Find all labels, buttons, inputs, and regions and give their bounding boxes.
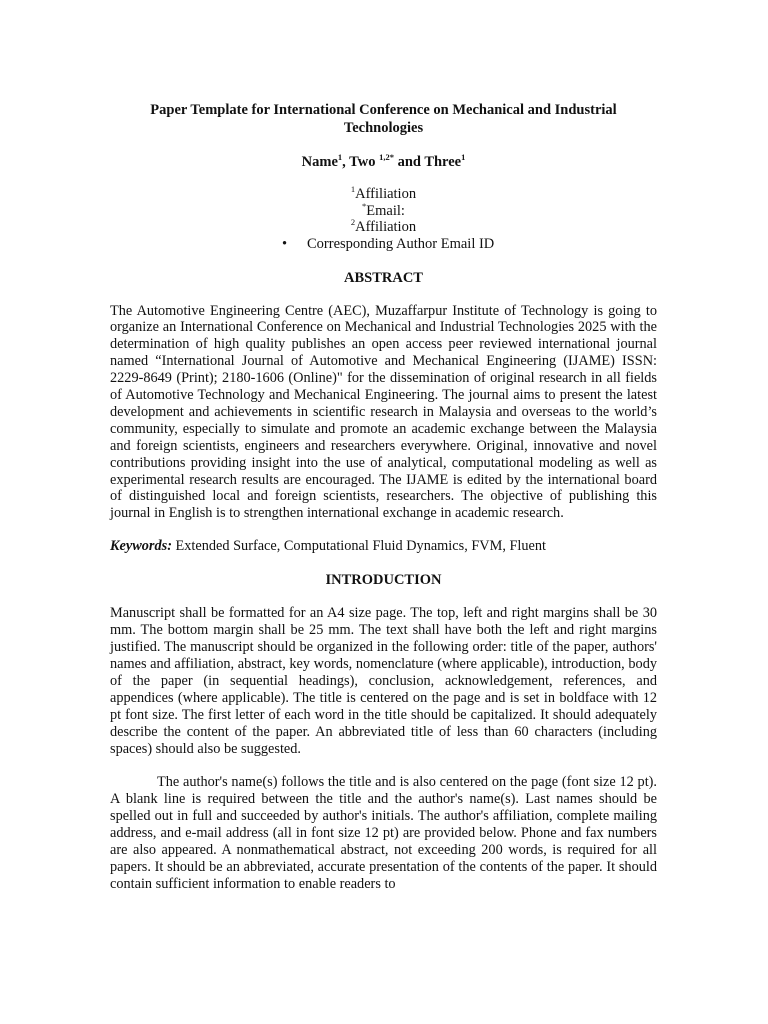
author-line xyxy=(110,153,657,171)
introduction-paragraph-2: The author's name(s) follows the title and is also centered on the page (font size 12 pt). A blank line is required between the title and the author's name(s). Last names should be spelled out in full and succeeded by author's initials. The author's affiliation, complete mailing address, and e-mail address (all in font size 12 pt) are provided below. Phone and fax numbers are also appeared. A nonmathematical abstract, not exceeding 200 words, is required for all papers. It should be an abbreviated, accurate presentation of the contents of the paper. It should contain sufficient information to enable readers to xyxy=(110,774,657,892)
author-3-superscript: 1 xyxy=(461,152,466,162)
author-name-3: and Three xyxy=(393,154,462,170)
introduction-heading: INTRODUCTION xyxy=(325,572,442,589)
corresponding-author-text: Corresponding Author Email ID xyxy=(307,235,495,252)
keywords-text: Extended Surface, Computational Fluid Dynamics, FVM, Fluent xyxy=(171,538,547,555)
author-name-1: Name xyxy=(301,154,338,170)
author-name-2: , Two xyxy=(342,154,380,170)
author-2-superscript: 1,2* xyxy=(379,152,394,162)
keywords-line xyxy=(110,538,657,555)
affiliations-block xyxy=(110,186,657,253)
abstract-heading: ABSTRACT xyxy=(344,269,423,286)
page-content xyxy=(110,101,657,893)
introduction-paragraph-1: Manuscript shall be formatted for an A4 size page. The top, left and right margins shall be 30 mm. The bottom margin shall be 25 mm. The text shall have both the left and right margins justified. The manuscript should be organized in the following order: title of the paper, authors' names and affiliation, abstract, key words, nomenclature (where applicable), introduction, body of the paper (in sequential headings), conclusion, acknowledgement, references, and appendices (where applicable). The title is centered on the page and is set in boldface with 12 pt font size. The first letter of each word in the title should be capitalized. It should adequately describe the content of the paper. An abbreviated title of less than 60 characters (including spaces) should also be suggested. xyxy=(110,605,657,757)
paper-title: Paper Template for International Conference on Mechanical and Industrial Technologies xyxy=(150,102,617,136)
abstract-text: The Automotive Engineering Centre (AEC), Muzaffarpur Institute of Technology is going to organize an International Conference on Mechanical and Industrial Technologies 2025 with the determination of high quality publishes an open access peer reviewed international journal named “International Journal of Automotive and Mechanical Engineering (IJAME) ISSN: 2229-8649 (Print); 2180-1606 (Online)" for the dissemination of original research in all fields of Automotive Technology and Mechanical Engineering. The journal aims to present the latest development and achievements in scientific research in Malaysia and overseas to the world’s community, especially to simulate and promote an academic exchange between the Malaysia and foreign scientists, engineers and researchers everywhere. Original, innovative and novel contributions providing insight into the use of analytical, computational modeling as well as experimental research results are encouraged. The IJAME is edited by the international board of distinguished local and foreign scientists, researchers. The objective of publishing this journal in English is to strengthen international exchange in academic research. xyxy=(110,302,657,522)
affiliation-2: $^2$Affiliation xyxy=(350,217,417,235)
keywords-label: Keywords: xyxy=(110,538,172,555)
affiliation-1: $^1$Affiliation xyxy=(350,184,417,202)
corresponding-author-item xyxy=(110,236,657,253)
bullet-icon: • xyxy=(282,235,288,252)
author-1-superscript: 1 xyxy=(337,152,343,162)
email-line: *Email: xyxy=(362,200,405,219)
